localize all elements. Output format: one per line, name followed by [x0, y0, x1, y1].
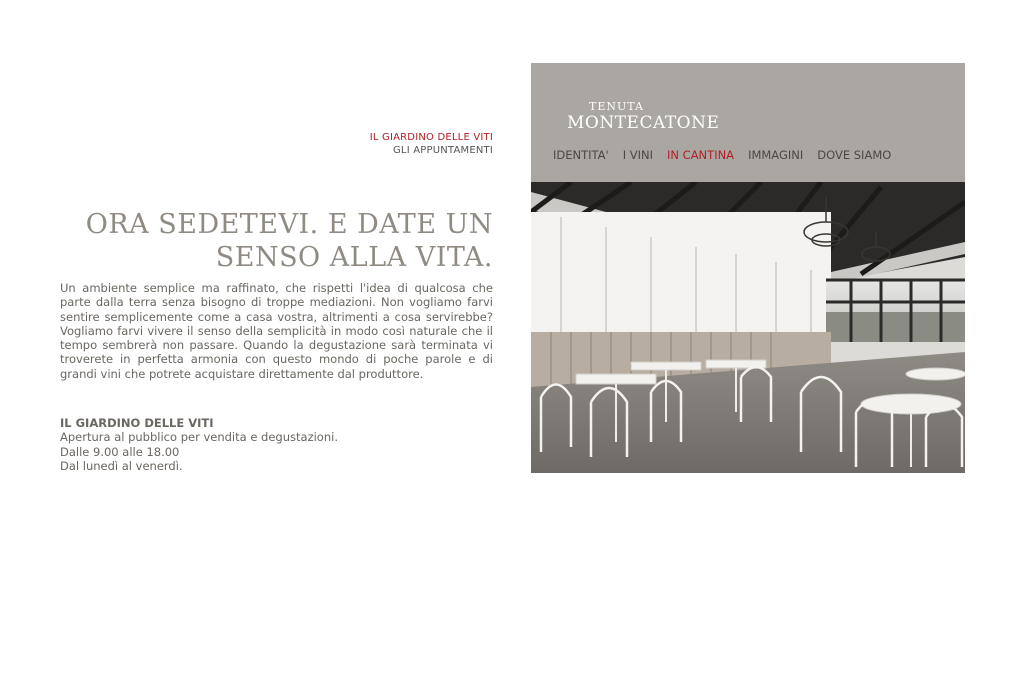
sub-navigation — [370, 131, 493, 157]
nav-item-identita[interactable]: IDENTITA' — [553, 148, 609, 162]
info-line-2: Dalle 9.00 alle 18.00 — [60, 444, 180, 459]
nav-item-vini[interactable]: I VINI — [622, 148, 654, 162]
header-panel — [531, 63, 965, 473]
subnav-item-giardino[interactable]: IL GIARDINO DELLE VITI — [369, 132, 493, 143]
main-navigation — [553, 148, 905, 162]
info-title: IL GIARDINO DELLE VITI — [60, 416, 214, 430]
brand-small: TENUTA — [589, 100, 644, 113]
page-headline — [60, 208, 493, 274]
nav-item-dove-siamo[interactable]: DOVE SIAMO — [817, 148, 892, 162]
nav-item-immagini[interactable]: IMMAGINI — [748, 148, 804, 162]
info-line-3: Dal lunedì al venerdì. — [60, 458, 183, 473]
opening-info — [60, 416, 338, 473]
headline-line-1: ORA SEDETEVI. E DATE UN — [85, 209, 493, 240]
brand-logo[interactable] — [567, 101, 719, 133]
veranda-illustration — [531, 182, 965, 473]
intro-paragraph: Un ambiente semplice ma raffinato, che rispetti l'idea di qualcosa che parte dalla terra senza bisogno di troppe mediazioni. Non vogliamo farvi sentire semplicemente come a casa vostra, altrimenti a cosa servirebbe? Vogliamo farvi vivere il senso della semplicità in modo così naturale che il tempo sembrerà non passare. Quando la degustazione sarà terminata vi troverete in perfetta armonia con questo mondo di poche parole e di grandi vini che potrete acquistare direttamente dal produttore. — [60, 281, 493, 381]
nav-item-cantina[interactable]: IN CANTINA — [667, 148, 735, 162]
info-line-1: Apertura al pubblico per vendita e degustazioni. — [60, 430, 338, 445]
subnav-item-appuntamenti[interactable]: GLI APPUNTAMENTI — [392, 145, 493, 156]
veranda-photo — [531, 182, 965, 473]
headline-line-2: SENSO ALLA VITA. — [215, 242, 493, 273]
brand-big: MONTECATONE — [567, 113, 720, 133]
